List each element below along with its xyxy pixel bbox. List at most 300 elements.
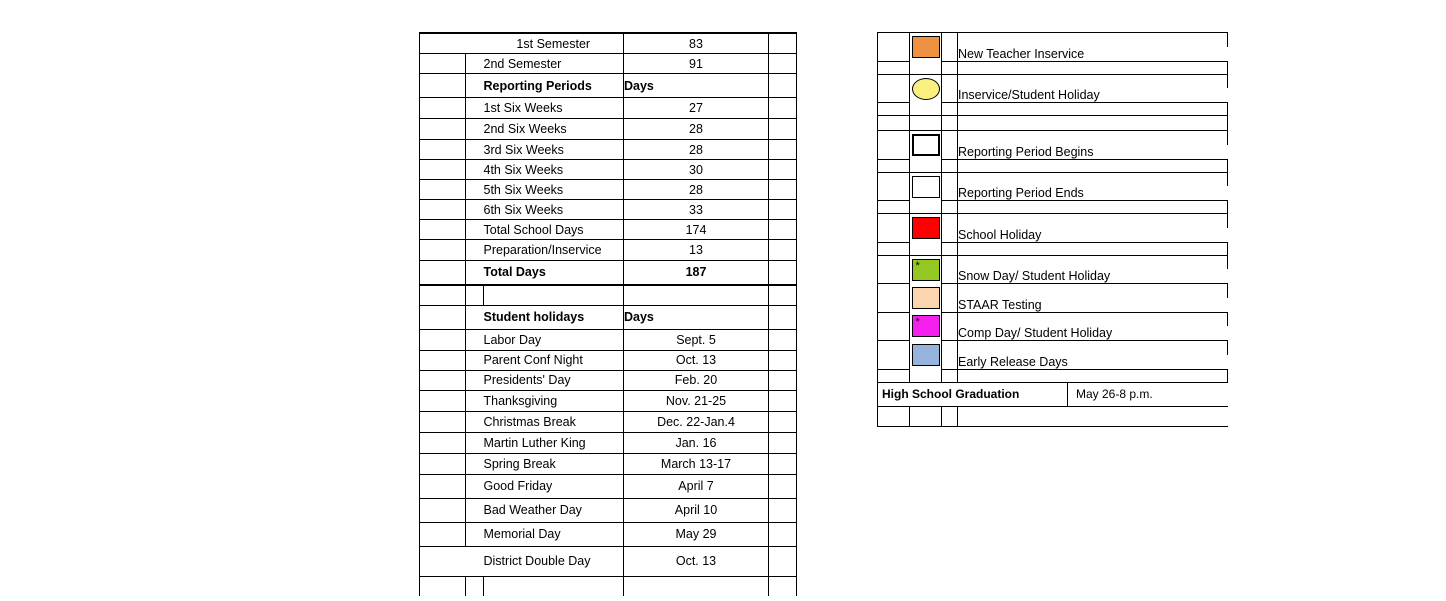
spacer-cell <box>878 255 910 269</box>
calendar-legend <box>877 32 1228 427</box>
spacer-cell <box>942 186 958 201</box>
table-row <box>420 498 797 522</box>
spacer-cell <box>958 131 1068 145</box>
spacer-cell <box>445 546 466 576</box>
spacer-cell <box>942 298 958 313</box>
spacer-cell <box>878 214 910 228</box>
spacer-cell <box>769 390 797 411</box>
spacer-cell <box>466 98 484 119</box>
table-row <box>420 200 797 220</box>
spacer-cell <box>420 140 445 160</box>
spacer-cell <box>420 390 445 411</box>
spacer-cell <box>942 103 958 116</box>
spacer-cell <box>466 350 484 370</box>
spacer-cell <box>466 453 484 474</box>
comp-day-student-holiday-swatch <box>912 315 940 337</box>
semester-1-days: 83 <box>624 33 769 54</box>
spacer-cell <box>878 74 910 88</box>
calendar-summary-table <box>419 32 797 596</box>
holiday-date: May 29 <box>624 522 769 546</box>
spacer-cell <box>958 103 1068 116</box>
spacer-cell <box>420 474 445 498</box>
holiday-date: March 13-17 <box>624 453 769 474</box>
holiday-label: Parent Conf Night <box>484 350 624 370</box>
legend-row <box>878 172 1228 186</box>
spacer-cell <box>942 341 958 355</box>
spacer-cell <box>1068 214 1228 228</box>
legend-label-early-release-days: Early Release Days <box>958 355 1228 370</box>
table-row <box>420 390 797 411</box>
spacer-cell <box>445 432 466 453</box>
spacer-cell <box>466 261 484 285</box>
spacer-cell <box>420 33 445 54</box>
legend-label-comp-day-student-holiday: Comp Day/ Student Holiday <box>958 326 1228 341</box>
spacer-cell <box>420 160 445 180</box>
spacer-cell <box>484 285 624 306</box>
spacer-cell <box>1068 131 1228 145</box>
spacer-cell <box>420 285 445 306</box>
spacer-cell <box>942 406 958 426</box>
legend-label-new-teacher-inservice: New Teacher Inservice <box>958 47 1228 62</box>
spacer-cell <box>769 200 797 220</box>
spacer-cell <box>769 546 797 576</box>
spacer-cell <box>878 172 910 186</box>
holiday-date: April 7 <box>624 474 769 498</box>
reporting-row-days: 27 <box>624 98 769 119</box>
spacer-cell <box>878 312 910 326</box>
spacer-cell <box>878 33 910 47</box>
spacer-cell <box>420 411 445 432</box>
table-row <box>420 160 797 180</box>
legend-row <box>878 103 1228 116</box>
graduation-label: High School Graduation <box>878 382 1068 406</box>
spacer-cell <box>878 116 910 131</box>
spacer-cell <box>958 201 1068 214</box>
holiday-date: Oct. 13 <box>624 350 769 370</box>
spacer-cell <box>942 355 958 370</box>
spacer-cell <box>878 326 910 341</box>
spacer-cell <box>445 285 466 306</box>
reporting-row-label: 2nd Six Weeks <box>484 119 624 140</box>
spacer-cell <box>878 88 910 103</box>
reporting-row-days: 30 <box>624 160 769 180</box>
spacer-cell <box>420 370 445 390</box>
spacer-cell <box>466 390 484 411</box>
spacer-cell <box>445 350 466 370</box>
semester-2-days: 91 <box>624 54 769 74</box>
spacer-cell <box>420 240 445 261</box>
asterisk-icon: * <box>915 316 920 329</box>
spacer-cell <box>878 228 910 243</box>
legend-row <box>878 74 1228 88</box>
spacer-cell <box>466 240 484 261</box>
table-row <box>420 98 797 119</box>
legend-row <box>878 341 1228 355</box>
spacer-cell <box>624 285 769 306</box>
spacer-cell <box>420 329 445 350</box>
spacer-cell <box>769 350 797 370</box>
table-row <box>420 305 797 329</box>
spacer-cell <box>878 159 910 172</box>
spacer-cell <box>1068 341 1228 355</box>
legend-swatch-cell <box>910 74 942 103</box>
spacer-cell <box>420 220 445 240</box>
spacer-cell <box>769 160 797 180</box>
spacer-cell <box>1068 61 1228 74</box>
spacer-cell <box>1068 406 1228 426</box>
spacer-cell <box>1068 284 1228 298</box>
holiday-label: Spring Break <box>484 453 624 474</box>
spacer-cell <box>958 284 1068 298</box>
legend-swatch-cell <box>910 255 942 284</box>
spacer-cell <box>466 522 484 546</box>
spacer-cell <box>445 411 466 432</box>
spacer-cell <box>420 350 445 370</box>
legend-label-staar-testing: STAAR Testing <box>958 298 1228 313</box>
reporting-row-days: 28 <box>624 180 769 200</box>
table-row <box>420 285 797 306</box>
reporting-periods-days-header: Days <box>624 74 769 98</box>
table-row <box>420 370 797 390</box>
spacer-cell <box>878 369 910 382</box>
legend-swatch-cell <box>910 33 942 62</box>
asterisk-icon: * <box>915 259 920 272</box>
spacer-cell <box>878 145 910 160</box>
spacer-cell <box>445 329 466 350</box>
spacer-cell <box>466 474 484 498</box>
spacer-cell <box>445 200 466 220</box>
student-holidays-header: Student holidays <box>484 305 624 329</box>
legend-row <box>878 33 1228 47</box>
spacer-cell <box>769 522 797 546</box>
spacer-cell <box>769 119 797 140</box>
legend-row <box>878 369 1228 382</box>
table-row <box>420 74 797 98</box>
holiday-date: Nov. 21-25 <box>624 390 769 411</box>
spacer-cell <box>445 498 466 522</box>
spacer-cell <box>445 98 466 119</box>
legend-row <box>878 214 1228 228</box>
spacer-cell <box>420 305 445 329</box>
spacer-cell <box>769 285 797 306</box>
spacer-cell <box>466 285 484 306</box>
spacer-cell <box>445 453 466 474</box>
preparation-inservice-label: Preparation/Inservice <box>484 240 624 261</box>
table-row <box>420 261 797 285</box>
spacer-cell <box>466 576 484 596</box>
table-row <box>420 54 797 74</box>
early-release-days-swatch <box>912 344 940 366</box>
holiday-label: Thanksgiving <box>484 390 624 411</box>
spacer-cell <box>445 390 466 411</box>
spacer-cell <box>769 180 797 200</box>
legend-swatch-cell <box>910 131 942 160</box>
spacer-cell <box>445 522 466 546</box>
spacer-cell <box>769 453 797 474</box>
spacer-cell <box>445 261 466 285</box>
legend-label-reporting-period-ends: Reporting Period Ends <box>958 186 1228 201</box>
table-row <box>420 546 797 576</box>
spacer-cell <box>445 119 466 140</box>
spacer-cell <box>1068 369 1228 382</box>
spacer-cell <box>878 355 910 370</box>
table-row <box>420 432 797 453</box>
spacer-cell <box>420 453 445 474</box>
table-row <box>420 350 797 370</box>
holiday-label: Presidents' Day <box>484 370 624 390</box>
reporting-row-label: 5th Six Weeks <box>484 180 624 200</box>
spacer-cell <box>769 474 797 498</box>
table-row <box>420 220 797 240</box>
spacer-cell <box>958 242 1068 255</box>
table-row <box>420 453 797 474</box>
spacer-cell <box>445 370 466 390</box>
spacer-cell <box>942 131 958 145</box>
spacer-cell <box>420 546 445 576</box>
spacer-cell <box>445 220 466 240</box>
legend-row <box>878 159 1228 172</box>
spacer-cell <box>942 116 958 131</box>
spacer-cell <box>769 74 797 98</box>
table-row <box>420 180 797 200</box>
spacer-cell <box>1068 116 1228 131</box>
spacer-cell <box>942 74 958 88</box>
spacer-cell <box>942 172 958 186</box>
table-row <box>420 140 797 160</box>
spacer-cell <box>466 432 484 453</box>
spacer-cell <box>910 242 942 255</box>
spacer-cell <box>466 74 484 98</box>
spacer-cell <box>445 576 466 596</box>
spacer-cell <box>420 261 445 285</box>
reporting-row-label: 6th Six Weeks <box>484 200 624 220</box>
legend-row <box>878 312 1228 326</box>
spacer-cell <box>420 432 445 453</box>
spacer-cell <box>878 269 910 284</box>
holiday-label: Memorial Day <box>484 522 624 546</box>
spacer-cell <box>445 305 466 329</box>
inservice-student-holiday-swatch <box>912 78 940 100</box>
reporting-period-ends-swatch <box>912 176 940 198</box>
legend-row <box>878 116 1228 131</box>
spacer-cell <box>942 228 958 243</box>
spacer-cell <box>420 576 445 596</box>
reporting-period-begins-swatch <box>912 134 940 156</box>
spacer-cell <box>484 576 624 596</box>
table-row <box>420 522 797 546</box>
semester-1-label: 1st Semester <box>484 33 624 54</box>
spacer-cell <box>910 61 942 74</box>
table-row <box>420 329 797 350</box>
spacer-cell <box>466 200 484 220</box>
total-days-label: Total Days <box>484 261 624 285</box>
spacer-cell <box>942 284 958 298</box>
spacer-cell <box>878 298 910 313</box>
table-row <box>420 33 797 54</box>
spacer-cell <box>1068 255 1228 269</box>
spacer-cell <box>878 47 910 62</box>
spacer-cell <box>878 201 910 214</box>
spacer-cell <box>878 284 910 298</box>
reporting-row-label: 1st Six Weeks <box>484 98 624 119</box>
spacer-cell <box>420 180 445 200</box>
spacer-cell <box>958 214 1068 228</box>
spacer-cell <box>1068 74 1228 88</box>
district-double-day-date: Oct. 13 <box>624 546 769 576</box>
spacer-cell <box>445 474 466 498</box>
spacer-cell <box>466 54 484 74</box>
spacer-cell <box>958 369 1068 382</box>
spacer-cell <box>420 54 445 74</box>
legend-row <box>878 255 1228 269</box>
legend-swatch-cell <box>910 312 942 341</box>
spacer-cell <box>942 269 958 284</box>
school-holiday-swatch <box>912 217 940 239</box>
spacer-cell <box>466 140 484 160</box>
spacer-cell <box>958 74 1068 88</box>
spacer-cell <box>878 61 910 74</box>
legend-swatch-cell <box>910 172 942 201</box>
spacer-cell <box>1068 242 1228 255</box>
spacer-cell <box>445 240 466 261</box>
spacer-cell <box>445 140 466 160</box>
preparation-inservice-value: 13 <box>624 240 769 261</box>
spacer-cell <box>942 47 958 62</box>
spacer-cell <box>466 305 484 329</box>
spacer-cell <box>466 119 484 140</box>
spacer-cell <box>624 576 769 596</box>
staar-testing-swatch <box>912 287 940 309</box>
holiday-date: Dec. 22-Jan.4 <box>624 411 769 432</box>
spacer-cell <box>942 369 958 382</box>
reporting-periods-header: Reporting Periods <box>484 74 624 98</box>
spacer-cell <box>466 329 484 350</box>
spacer-cell <box>942 145 958 160</box>
total-days-value: 187 <box>624 261 769 285</box>
legend-row <box>878 201 1228 214</box>
holiday-label: Good Friday <box>484 474 624 498</box>
spacer-cell <box>878 242 910 255</box>
holiday-label: Martin Luther King <box>484 432 624 453</box>
spacer-cell <box>466 180 484 200</box>
spacer-cell <box>878 186 910 201</box>
table-row <box>420 474 797 498</box>
holiday-date: Feb. 20 <box>624 370 769 390</box>
table-row <box>420 240 797 261</box>
holiday-date: Jan. 16 <box>624 432 769 453</box>
spacer-cell <box>445 160 466 180</box>
spacer-cell <box>769 370 797 390</box>
spacer-cell <box>445 54 466 74</box>
holiday-label: Bad Weather Day <box>484 498 624 522</box>
spacer-cell <box>1068 103 1228 116</box>
total-school-days-value: 174 <box>624 220 769 240</box>
spacer-cell <box>910 369 942 382</box>
spacer-cell <box>958 255 1068 269</box>
spacer-cell <box>958 61 1068 74</box>
spacer-cell <box>466 370 484 390</box>
spacer-cell <box>466 33 484 54</box>
spacer-cell <box>769 54 797 74</box>
reporting-row-days: 28 <box>624 140 769 160</box>
spacer-cell <box>942 312 958 326</box>
spacer-cell <box>420 119 445 140</box>
legend-swatch-cell <box>910 341 942 370</box>
spacer-cell <box>769 305 797 329</box>
spacer-cell <box>445 180 466 200</box>
spacer-cell <box>958 116 1068 131</box>
spacer-cell <box>942 159 958 172</box>
legend-swatch-cell <box>910 214 942 243</box>
spacer-cell <box>942 201 958 214</box>
legend-label-school-holiday: School Holiday <box>958 228 1228 243</box>
reporting-row-label: 4th Six Weeks <box>484 160 624 180</box>
spacer-cell <box>878 103 910 116</box>
student-holidays-days-header: Days <box>624 305 769 329</box>
spacer-cell <box>878 341 910 355</box>
spacer-cell <box>942 88 958 103</box>
spacer-cell <box>445 33 466 54</box>
spacer-cell <box>942 33 958 47</box>
legend-row <box>878 242 1228 255</box>
spacer-cell <box>878 131 910 145</box>
spacer-cell <box>445 74 466 98</box>
table-row <box>420 119 797 140</box>
total-school-days-label: Total School Days <box>484 220 624 240</box>
spacer-cell <box>910 201 942 214</box>
spacer-cell <box>769 411 797 432</box>
spacer-cell <box>769 240 797 261</box>
snow-day-student-holiday-swatch <box>912 259 940 281</box>
spacer-cell <box>942 242 958 255</box>
legend-row <box>878 131 1228 145</box>
spacer-cell <box>942 255 958 269</box>
spacer-cell <box>466 498 484 522</box>
reporting-row-days: 28 <box>624 119 769 140</box>
spacer-cell <box>942 214 958 228</box>
spacer-cell <box>878 406 910 426</box>
spacer-cell <box>910 159 942 172</box>
spacer-cell <box>910 103 942 116</box>
holiday-date: April 10 <box>624 498 769 522</box>
spacer-cell <box>958 312 1068 326</box>
legend-label-inservice-student-holiday: Inservice/Student Holiday <box>958 88 1228 103</box>
spacer-cell <box>910 406 942 426</box>
spacer-cell <box>1068 172 1228 186</box>
spacer-cell <box>958 159 1068 172</box>
legend-row <box>878 406 1228 426</box>
spacer-cell <box>1068 312 1228 326</box>
legend-row <box>878 284 1228 298</box>
spacer-cell <box>420 498 445 522</box>
spacer-cell <box>769 329 797 350</box>
holiday-label: Christmas Break <box>484 411 624 432</box>
spacer-cell <box>466 411 484 432</box>
legend-label-reporting-period-begins: Reporting Period Begins <box>958 145 1228 160</box>
spacer-cell <box>769 498 797 522</box>
reporting-row-label: 3rd Six Weeks <box>484 140 624 160</box>
legend-row-graduation <box>878 382 1228 406</box>
spacer-cell <box>958 33 1068 47</box>
spacer-cell <box>769 140 797 160</box>
reporting-row-days: 33 <box>624 200 769 220</box>
holiday-label: Labor Day <box>484 329 624 350</box>
district-double-day-label: District Double Day <box>484 546 624 576</box>
legend-label-snow-day-student-holiday: Snow Day/ Student Holiday <box>958 269 1228 284</box>
spacer-cell <box>420 200 445 220</box>
spacer-cell <box>769 576 797 596</box>
spacer-cell <box>466 546 484 576</box>
